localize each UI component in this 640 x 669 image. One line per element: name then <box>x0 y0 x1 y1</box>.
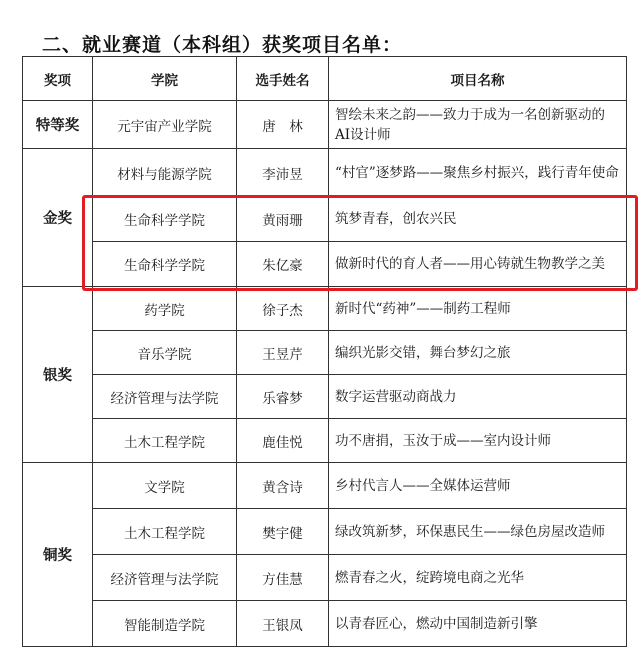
table-row <box>23 287 627 331</box>
college-cell: 智能制造学院 <box>93 601 237 647</box>
name-cell: 唐 林 <box>237 101 329 149</box>
project-cell: 筑梦青春，创农兴民 <box>329 197 627 242</box>
header-award: 奖项 <box>23 57 93 101</box>
name-cell: 鹿佳悦 <box>237 419 329 463</box>
project-cell: “村官”逐梦路——聚焦乡村振兴，践行青年使命 <box>329 149 627 197</box>
table-row <box>23 509 627 555</box>
header-name: 选手姓名 <box>237 57 329 101</box>
college-cell: 材料与能源学院 <box>93 149 237 197</box>
table-row <box>23 242 627 287</box>
table-row <box>23 555 627 601</box>
table-row <box>23 463 627 509</box>
name-cell: 王昱芹 <box>237 331 329 375</box>
header-project: 项目名称 <box>329 57 627 101</box>
college-cell: 药学院 <box>93 287 237 331</box>
project-cell: 智绘未来之韵——致力于成为一名创新驱动的AI设计师 <box>329 101 627 149</box>
name-cell: 方佳慧 <box>237 555 329 601</box>
table-row <box>23 375 627 419</box>
name-cell: 徐子杰 <box>237 287 329 331</box>
project-cell: 以青春匠心，燃动中国制造新引擎 <box>329 601 627 647</box>
project-cell: 编织光影交错，舞台梦幻之旅 <box>329 331 627 375</box>
name-cell: 乐睿梦 <box>237 375 329 419</box>
project-cell: 绿改筑新梦，环保惠民生——绿色房屋改造师 <box>329 509 627 555</box>
name-cell: 王银凤 <box>237 601 329 647</box>
college-cell: 经济管理与法学院 <box>93 555 237 601</box>
college-cell: 音乐学院 <box>93 331 237 375</box>
name-cell: 朱亿豪 <box>237 242 329 287</box>
college-cell: 文学院 <box>93 463 237 509</box>
college-cell: 土木工程学院 <box>93 419 237 463</box>
college-cell: 生命科学学院 <box>93 197 237 242</box>
project-cell: 功不唐捐，玉汝于成——室内设计师 <box>329 419 627 463</box>
project-cell: 燃青春之火，绽跨境电商之光华 <box>329 555 627 601</box>
table-row <box>23 197 627 242</box>
project-cell: 数字运营驱动商战力 <box>329 375 627 419</box>
award-bronze: 铜奖 <box>23 463 93 647</box>
name-cell: 黄含诗 <box>237 463 329 509</box>
award-silver: 银奖 <box>23 287 93 463</box>
name-cell: 樊宇健 <box>237 509 329 555</box>
award-special: 特等奖 <box>23 101 93 149</box>
table-row <box>23 331 627 375</box>
project-cell: 新时代“药神”——制药工程师 <box>329 287 627 331</box>
college-cell: 经济管理与法学院 <box>93 375 237 419</box>
award-gold: 金奖 <box>23 149 93 287</box>
project-cell: 乡村代言人——全媒体运营师 <box>329 463 627 509</box>
college-cell: 土木工程学院 <box>93 509 237 555</box>
table-row <box>23 149 627 197</box>
college-cell: 元宇宙产业学院 <box>93 101 237 149</box>
table-row <box>23 101 627 149</box>
table-header-row <box>23 57 627 101</box>
college-cell: 生命科学学院 <box>93 242 237 287</box>
project-cell: 做新时代的育人者——用心铸就生物教学之美 <box>329 242 627 287</box>
table-row <box>23 419 627 463</box>
table-row <box>23 601 627 647</box>
name-cell: 李沛昱 <box>237 149 329 197</box>
awards-table <box>22 56 627 647</box>
name-cell: 黄雨珊 <box>237 197 329 242</box>
header-college: 学院 <box>93 57 237 101</box>
section-title: 二、就业赛道（本科组）获奖项目名单： <box>42 34 403 56</box>
